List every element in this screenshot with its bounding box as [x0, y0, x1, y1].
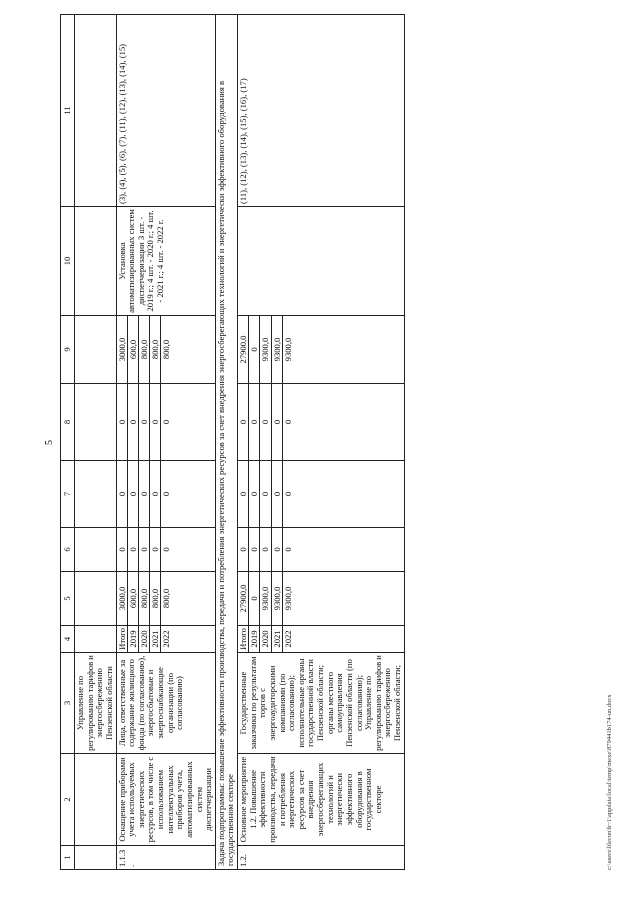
col-header: 7: [61, 461, 75, 528]
col-header: 11: [61, 15, 75, 207]
amount-cell: 0 0 0 0 0: [116, 384, 215, 461]
file-path-footer: c:\users\lilecon\b~1\appdata\local\temp\mexe\879441b174-un.docx: [606, 694, 613, 870]
table-row-1-1-3: [116, 15, 215, 870]
amount-cell: 3000,0 600,0 800,0 800,0 800,0: [116, 316, 215, 384]
amount-cell: 0 0 0 0 0: [238, 384, 405, 461]
measure-name: Оснащение приборами учета используемых энергетических ресурсов, в том числе с использованием интеллектуальных приборов учета, автоматизированных систем диспетчеризации: [116, 754, 215, 846]
page-number: 5: [44, 440, 55, 445]
amount-cell: 0 0 0 0 0: [238, 528, 405, 572]
section-row: [215, 15, 237, 870]
row-code: 1.1.3.: [116, 846, 215, 870]
amount-total-cell: 27900,0 0 9300,0 9300,0 9300,0: [238, 572, 405, 626]
col-header: 10: [61, 207, 75, 316]
col-header: 3: [61, 653, 75, 754]
executor-cell: Государственные заказчики по результатам торгов с энергоаудиторскими компаниями (по согласованию); исполнительные органы государственной власти Пензенской области; органы местного самоуправления Пензенской области (по согласованию); Управление по регулированию тарифов и энергосбережению Пензенской области;: [238, 653, 405, 754]
budget-table: [60, 14, 405, 870]
col-header: 2: [61, 754, 75, 846]
col-header: 1: [61, 846, 75, 870]
table-row-continuation: [75, 15, 117, 870]
col-header: 8: [61, 384, 75, 461]
amount-total-cell: 3000,0 600,0 800,0 800,0 800,0: [116, 572, 215, 626]
col-header: 4: [61, 626, 75, 653]
amount-cell: 0 0 0 0 0: [238, 461, 405, 528]
section-title: Задача подпрограммы: повышение эффективности производства, передачи и потребления энергетических ресурсов за счет внедрения энергосберегающих технологий и энергетически эффективного оборудования в государственном секторе: [215, 15, 237, 870]
years-cell: Итого 2019 2020 2021 2022: [238, 626, 405, 653]
column-number-row: [61, 15, 75, 870]
table-row-1-2: [238, 15, 405, 870]
col-header: 9: [61, 316, 75, 384]
rotated-page: [44, 15, 613, 870]
indicators-cell: (3), (4), (5), (6), (7), (11), (12), (13), (14), (15): [116, 15, 215, 207]
amount-cell: 27900,0 0 9300,0 9300,0 9300,0: [238, 316, 405, 384]
indicators-cell: (11), (12), (13), (14), (15), (16), (17): [238, 15, 405, 207]
amount-cell: 0 0 0 0 0: [116, 528, 215, 572]
amount-cell: 0 0 0 0 0: [116, 461, 215, 528]
col-header: 6: [61, 528, 75, 572]
result-cell: [238, 207, 405, 316]
executor-cell: Лица, ответственные за содержание жилищного фонда (по согласованию), энергосбытовые и энергоснабжающие организации (по согласованию): [116, 653, 215, 754]
result-cell: Установка автоматизированных систем диспетчеризации 3 шт. - 2019 г.; 4 шт. - 2020 г.; 4 шт. - 2021 г.; 4 шт. - 2022 г.: [116, 207, 215, 316]
executor-cell: Управление по регулированию тарифов и энергосбережению Пензенской области: [75, 653, 117, 754]
row-code: 1.2.: [238, 846, 405, 870]
col-header: 5: [61, 572, 75, 626]
years-cell: Итого 2019 2020 2021 2022: [116, 626, 215, 653]
measure-name: Основное мероприятие 1.2. Повышение эффективности производства, передачи и потребления энергетических ресурсов за счет внедрения энергосберегающих технологий и энергетически эффективного оборудования в государственном секторе: [238, 754, 405, 846]
